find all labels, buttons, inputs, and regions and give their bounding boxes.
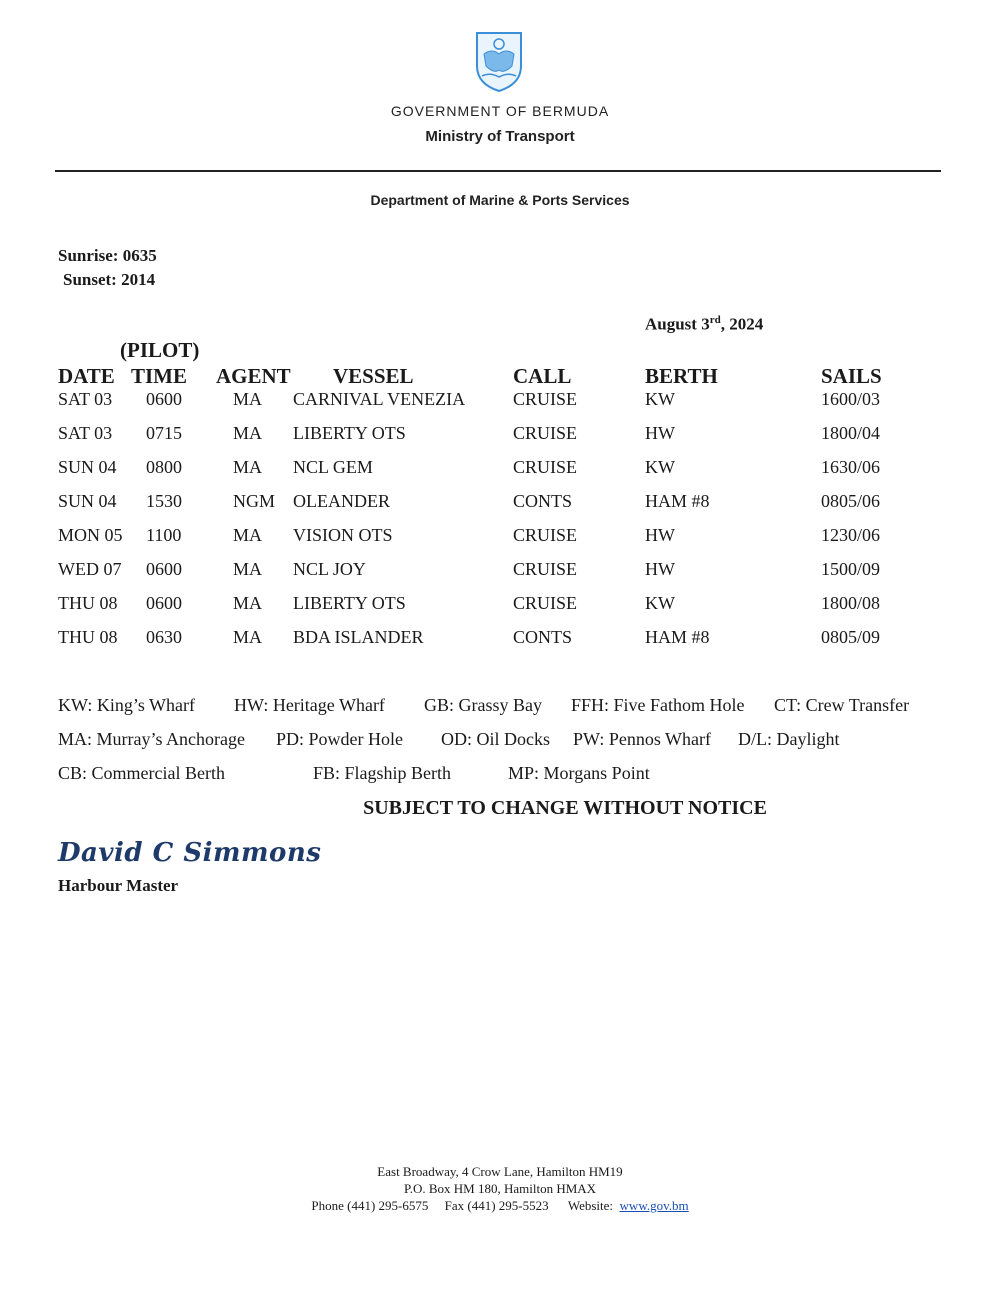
cell-vessel: LIBERTY OTS — [293, 423, 406, 443]
footer-address-line1: East Broadway, 4 Crow Lane, Hamilton HM19 — [377, 1164, 623, 1179]
change-notice: SUBJECT TO CHANGE WITHOUT NOTICE — [363, 797, 767, 819]
cell-vessel: NCL GEM — [293, 457, 373, 477]
footer-phone: Phone (441) 295-6575 — [311, 1198, 429, 1213]
cell-call: CRUISE — [513, 389, 578, 409]
column-header-vessel: VESSEL — [333, 364, 414, 388]
cell-date: SUN 04 — [58, 491, 117, 511]
cell-sails: 0805/09 — [821, 627, 881, 647]
cell-agent: MA — [233, 389, 263, 409]
cell-date: WED 07 — [58, 559, 122, 579]
cell-call: CRUISE — [513, 559, 578, 579]
website-link[interactable]: www.gov.bm — [619, 1198, 689, 1213]
footer-address-line2: P.O. Box HM 180, Hamilton HMAX — [403, 1181, 597, 1196]
legend-item: MP: Morgans Point — [508, 763, 650, 783]
sunset-time: Sunset: 2014 — [63, 270, 156, 289]
cell-time: 0600 — [146, 559, 182, 579]
cell-sails: 1800/08 — [821, 593, 881, 613]
legend-item: OD: Oil Docks — [441, 729, 550, 749]
cell-berth: KW — [645, 389, 675, 409]
cell-call: CRUISE — [513, 525, 578, 545]
cell-berth: HW — [645, 559, 675, 579]
cell-berth: KW — [645, 593, 675, 613]
cell-call: CRUISE — [513, 457, 578, 477]
cell-vessel: OLEANDER — [293, 491, 390, 511]
column-header-berth: BERTH — [645, 364, 718, 388]
cell-vessel: LIBERTY OTS — [293, 593, 406, 613]
cell-sails: 1500/09 — [821, 559, 881, 579]
cell-time: 0600 — [146, 593, 182, 613]
signatory-title: Harbour Master — [58, 876, 179, 895]
footer-website-label: Website: — [567, 1198, 614, 1213]
signature: David C Simmons — [58, 838, 322, 868]
cell-call: CONTS — [513, 491, 573, 511]
legend-item: MA: Murray’s Anchorage — [58, 729, 245, 749]
cell-agent: MA — [233, 593, 263, 613]
cell-time: 1100 — [146, 525, 182, 545]
cell-date: SAT 03 — [58, 423, 113, 443]
column-header-call: CALL — [513, 364, 572, 388]
cell-agent: MA — [233, 525, 263, 545]
column-header-date: DATE — [58, 364, 115, 388]
cell-vessel: BDA ISLANDER — [293, 627, 424, 647]
cell-time: 1530 — [146, 491, 182, 511]
cell-sails: 1600/03 — [821, 389, 881, 409]
cell-sails: 1230/06 — [821, 525, 881, 545]
footer-fax: Fax (441) 295-5523 — [444, 1198, 549, 1213]
cell-berth: HW — [645, 525, 675, 545]
cell-vessel: VISION OTS — [293, 525, 393, 545]
pilot-label: (PILOT) — [120, 338, 200, 362]
sunrise-time: Sunrise: 0635 — [58, 246, 157, 265]
cell-vessel: CARNIVAL VENEZIA — [293, 389, 466, 409]
cell-agent: NGM — [233, 491, 276, 511]
cell-sails: 0805/06 — [821, 491, 881, 511]
legend-item: HW: Heritage Wharf — [234, 695, 385, 715]
schedule-date: August 3rd, 2024 — [645, 314, 764, 334]
legend-item: GB: Grassy Bay — [424, 695, 542, 715]
government-heading: GOVERNMENT OF BERMUDA — [390, 103, 610, 119]
cell-date: THU 08 — [58, 593, 118, 613]
cell-berth: HAM #8 — [645, 627, 710, 647]
cell-time: 0600 — [146, 389, 182, 409]
legend-item: PW: Pennos Wharf — [573, 729, 711, 749]
cell-agent: MA — [233, 559, 263, 579]
cell-vessel: NCL JOY — [293, 559, 366, 579]
ministry-heading: Ministry of Transport — [425, 128, 575, 145]
cell-call: CRUISE — [513, 423, 578, 443]
legend-item: PD: Powder Hole — [276, 729, 403, 749]
legend-item: KW: King’s Wharf — [58, 695, 195, 715]
cell-agent: MA — [233, 627, 263, 647]
column-header-agent: AGENT — [216, 364, 291, 388]
cell-sails: 1800/04 — [821, 423, 881, 443]
cell-date: SAT 03 — [58, 389, 113, 409]
legend-item: FB: Flagship Berth — [313, 763, 452, 783]
legend-item: CT: Crew Transfer — [774, 695, 910, 715]
cell-date: MON 05 — [58, 525, 123, 545]
cell-time: 0800 — [146, 457, 182, 477]
cell-date: THU 08 — [58, 627, 118, 647]
column-header-time: TIME — [131, 364, 188, 388]
cell-agent: MA — [233, 457, 263, 477]
cell-berth: HW — [645, 423, 675, 443]
cell-berth: KW — [645, 457, 675, 477]
cell-time: 0630 — [146, 627, 182, 647]
cell-berth: HAM #8 — [645, 491, 710, 511]
department-heading: Department of Marine & Ports Services — [370, 192, 630, 208]
legend-item: FFH: Five Fathom Hole — [571, 695, 745, 715]
footer-contact-line — [0, 1198, 1000, 1214]
legend-item: CB: Commercial Berth — [58, 763, 225, 783]
cell-call: CONTS — [513, 627, 573, 647]
bermuda-crest-logo — [474, 30, 524, 94]
cell-call: CRUISE — [513, 593, 578, 613]
cell-agent: MA — [233, 423, 263, 443]
cell-sails: 1630/06 — [821, 457, 881, 477]
cell-time: 0715 — [146, 423, 182, 443]
cell-date: SUN 04 — [58, 457, 117, 477]
column-header-sails: SAILS — [821, 364, 882, 388]
header-divider — [55, 170, 941, 172]
legend-item: D/L: Daylight — [738, 729, 840, 749]
